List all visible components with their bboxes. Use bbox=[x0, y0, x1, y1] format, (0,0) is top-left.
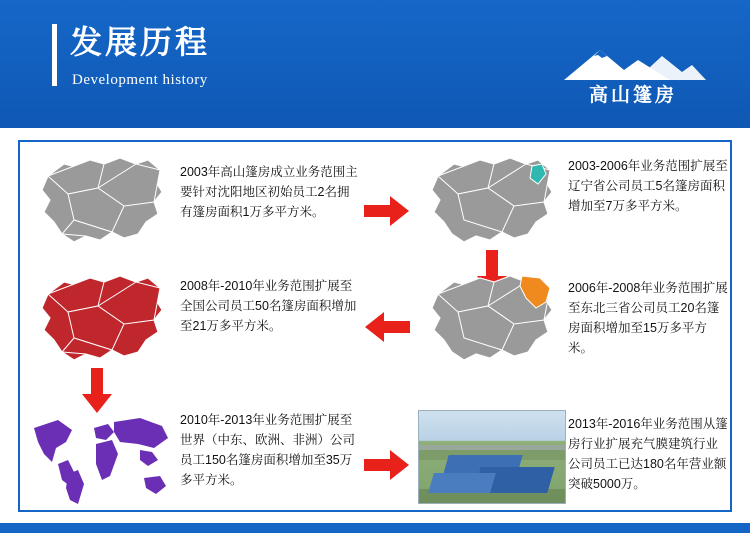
china-map-gray bbox=[28, 150, 176, 254]
timeline-item-2006-2008 bbox=[418, 266, 728, 378]
mountain-icon bbox=[558, 44, 708, 82]
page-header bbox=[0, 0, 750, 128]
timeline-text-2003: 2003年高山篷房成立业务范围主要针对沈阳地区初始员工2名拥有篷房面积1万多平方米。 bbox=[180, 165, 358, 219]
timeline-text-2010-2013: 2010年-2013年业务范围扩展至世界（中东、欧洲、非洲）公司员工150名篷房面积增加至35万多平方米。 bbox=[180, 413, 356, 487]
footer-bar bbox=[0, 523, 750, 533]
timeline-text-2013-2016: 2013年-2016年业务范围从篷房行业扩展充气膜建筑行业公司员工已达180名年营业额突破5000万。 bbox=[568, 417, 728, 491]
factory-aerial-photo bbox=[418, 410, 566, 504]
arrow-right-2-icon bbox=[364, 448, 410, 482]
page-subtitle: Development history bbox=[72, 72, 208, 88]
timeline-item-2008-2010 bbox=[28, 266, 364, 378]
photo-building-c bbox=[428, 473, 496, 493]
timeline-item-2003 bbox=[28, 148, 364, 258]
timeline-item-2003-2006 bbox=[418, 148, 728, 258]
timeline-frame bbox=[18, 140, 732, 512]
world-map-purple bbox=[28, 408, 176, 512]
timeline-item-2013-2016 bbox=[418, 408, 728, 508]
company-logo bbox=[556, 44, 716, 112]
page-title: 发展历程 bbox=[70, 24, 211, 60]
arrow-left-1-icon bbox=[364, 310, 410, 344]
china-map-liaoning-highlight bbox=[418, 150, 566, 254]
timeline-text-2006-2008: 2006年-2008年业务范围扩展至东北三省公司员工20名篷房面积增加至15万多平方米。 bbox=[568, 281, 728, 355]
timeline-item-2010-2013 bbox=[28, 408, 364, 508]
company-name: 高山篷房 bbox=[588, 85, 677, 106]
timeline-text-2003-2006: 2003-2006年业务范围扩展至辽宁省公司员工5名篷房面积增加至7万多平方米。 bbox=[568, 159, 728, 213]
arrow-right-1-icon bbox=[364, 194, 410, 228]
china-map-red bbox=[28, 268, 176, 372]
title-accent-bar bbox=[52, 24, 57, 86]
timeline-text-2008-2010: 2008年-2010年业务范围扩展至全国公司员工50名篷房面积增加至21万多平方米。 bbox=[180, 279, 357, 333]
china-map-northeast-highlight bbox=[418, 268, 566, 372]
